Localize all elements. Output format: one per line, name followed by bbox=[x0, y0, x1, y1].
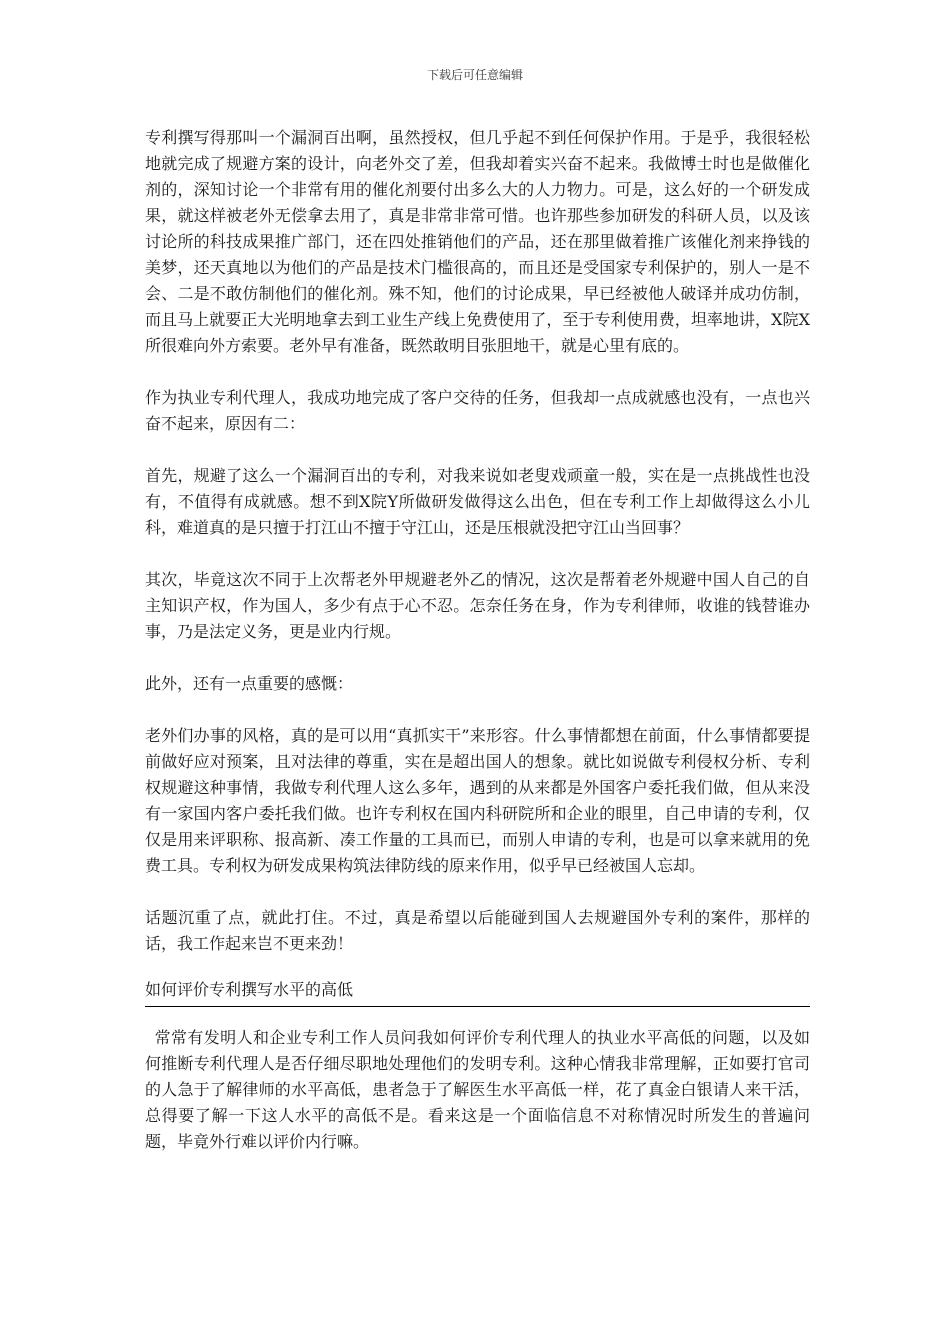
document-body bbox=[145, 125, 810, 1155]
section-paragraph: 常常有发明人和企业专利工作人员问我如何评价专利代理人的执业水平高低的问题，以及如何推断专利代理人是否仔细尽职地处理他们的发明专利。这种心情我非常理解，正如要打官司的人急于了解律师的水平高低，患者急于了解医生水平高低一样，花了真金白银请人来干活，总得要了解一下这人水平的高低不是。看来这是一个面临信息不对称情况时所发生的普遍问题，毕竟外行难以评价内行嘛。 bbox=[145, 1028, 810, 1151]
section-heading: 如何评价专利撰写水平的高低 bbox=[145, 977, 810, 1007]
paragraph-3: 首先，规避了这么一个漏洞百出的专利，对我来说如老叟戏顽童一般，实在是一点挑战性也没有，不值得有成就感。想不到X院Y所做研发做得这么出色，但在专利工作上却做得这么小儿科，难道真的是只擅于打江山不擅于守江山，还是压根就没把守江山当回事？ bbox=[145, 466, 810, 537]
paragraph-5: 此外，还有一点重要的感慨： bbox=[145, 674, 354, 693]
page-header: 下载后可任意编辑 bbox=[426, 68, 523, 82]
paragraph-1: 专利撰写得那叫一个漏洞百出啊，虽然授权，但几乎起不到任何保护作用。于是乎，我很轻松地就完成了规避方案的设计，向老外交了差，但我却着实兴奋不起来。我做博士时也是做催化剂的，深知讨论一个非常有用的催化剂要付出多么大的人力物力。可是，这么好的一个研发成果，就这样被老外无偿拿去用了，真是非常非常可惜。也许那些参加研发的科研人员，以及该讨论所的科技成果推广部门，还在四处推销他们的产品，还在那里做着推广该催化剂来挣钱的美梦，还天真地以为他们的产品是技术门槛很高的，而且还是受国家专利保护的，别人一是不会、二是不敢仿制他们的催化剂。殊不知，他们的讨论成果，早已经被他人破译并成功仿制，而且马上就要正大光明地拿去到工业生产线上免费使用了，至于专利使用费，坦率地讲，X院X所很难向外方索要。老外早有准备，既然敢明目张胆地干，就是心里有底的。 bbox=[145, 128, 810, 355]
paragraph-6: 老外们办事的风格，真的是可以用“真抓实干”来形容。什么事情都想在前面，什么事情都要提前做好应对预案，且对法律的尊重，实在是超出国人的想象。就比如说做专利侵权分析、专利权规避这种事情，我做专利代理人这么多年，遇到的从来都是外国客户委托我们做，但从来没有一家国内客户委托我们做。也许专利权在国内科研院所和企业的眼里，自己申请的专利，仅仅是用来评职称、报高新、凑工作量的工具而已，而别人申请的专利，也是可以拿来就用的免费工具。专利权为研发成果构筑法律防线的原来作用，似乎早已经被国人忘却。 bbox=[145, 726, 810, 875]
paragraph-4: 其次，毕竟这次不同于上次帮老外甲规避老外乙的情况，这次是帮着老外规避中国人自己的自主知识产权，作为国人，多少有点于心不忍。怎奈任务在身，作为专利律师，收谁的钱替谁办事，乃是法定义务，更是业内行规。 bbox=[145, 570, 810, 641]
paragraph-2: 作为执业专利代理人，我成功地完成了客户交待的任务，但我却一点成就感也没有，一点也兴奋不起来，原因有二： bbox=[145, 388, 810, 433]
paragraph-7: 话题沉重了点，就此打住。不过，真是希望以后能碰到国人去规避国外专利的案件，那样的话，我工作起来岂不更来劲！ bbox=[145, 908, 810, 953]
